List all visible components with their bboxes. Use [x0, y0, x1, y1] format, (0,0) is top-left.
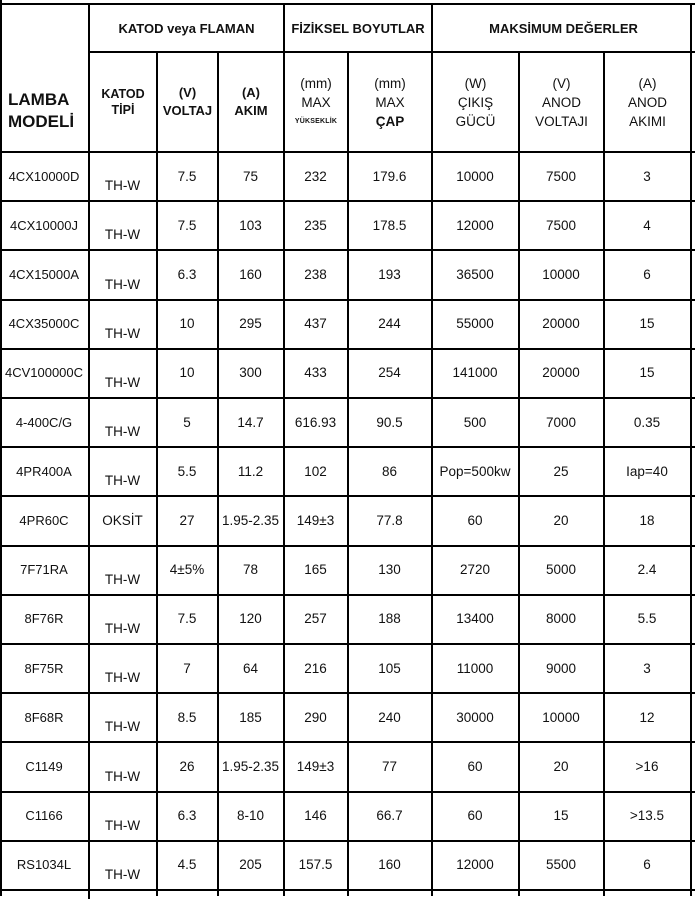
cell-voltage: 27 [179, 512, 195, 528]
cell-diameter: 160 [378, 857, 401, 873]
cell-anode-current: 6 [643, 266, 651, 282]
col-line-power [518, 51, 520, 896]
cell-model: 7F71RA [20, 562, 68, 578]
cell-voltage: 5.5 [177, 463, 197, 479]
cell-anode-voltage: 7000 [545, 414, 577, 430]
cell-power: 12000 [456, 217, 494, 233]
cell-voltage: 6.3 [177, 266, 197, 282]
cell-anode-voltage: 10000 [542, 266, 580, 282]
cell-model: 4CX10000D [8, 168, 80, 184]
cell-power: 60 [467, 808, 483, 824]
cell-type: TH-W [104, 817, 141, 833]
cell-current: 120 [239, 611, 262, 627]
cell-diameter: 86 [381, 463, 398, 479]
cell-power: 13400 [456, 611, 494, 627]
cell-voltage: 8.5 [177, 709, 197, 725]
cell-power: 2720 [459, 562, 491, 578]
cell-anode-voltage: 8000 [545, 611, 577, 627]
cell-height: 149±3 [296, 758, 335, 774]
cell-diameter: 178.5 [372, 217, 407, 233]
header-height: (mm) MAX YÜKSEKLİK [294, 75, 338, 125]
cell-type: TH-W [104, 374, 141, 390]
header-current: (A) AKIM [234, 85, 268, 118]
cell-current: 300 [239, 365, 262, 381]
cell-power: 36500 [456, 266, 494, 282]
cell-model: 8F75R [24, 660, 64, 676]
cell-model: RS1034L [16, 857, 72, 873]
cell-power: 500 [463, 414, 487, 430]
cell-power: 30000 [456, 709, 494, 725]
header-anode-current: (A) ANOD AKIMI [627, 75, 667, 129]
cell-anode-current: 3 [643, 168, 651, 184]
cell-current: 8-10 [236, 808, 265, 824]
cell-voltage: 7.5 [177, 217, 197, 233]
cell-anode-current: 4 [643, 217, 651, 233]
cell-model: 4PR400A [16, 463, 72, 479]
cell-anode-current: 0.35 [633, 414, 661, 430]
col-line-anode-v [603, 51, 605, 896]
cell-anode-voltage: 7500 [545, 217, 577, 233]
col-line-model [88, 3, 90, 899]
cell-model: 8F76R [24, 611, 64, 627]
header-power: (W) ÇIKIŞ GÜCÜ [455, 75, 496, 129]
col-line-height [347, 51, 349, 896]
col-line-diameter [431, 3, 433, 896]
cell-diameter: 193 [378, 266, 401, 282]
cell-height: 232 [304, 168, 327, 184]
cell-type: TH-W [104, 866, 141, 882]
cell-anode-current: 15 [639, 316, 655, 332]
cell-anode-current: >16 [635, 758, 659, 774]
cell-diameter: 240 [378, 709, 401, 725]
cell-height: 238 [304, 266, 327, 282]
cell-power: Pop=500kw [439, 463, 511, 479]
cell-anode-current: 15 [639, 365, 655, 381]
cell-current: 64 [242, 660, 259, 676]
col-line-voltage [217, 51, 219, 896]
cell-voltage: 7 [183, 660, 191, 676]
cell-diameter: 130 [378, 562, 401, 578]
cell-anode-current: 2.4 [637, 562, 657, 578]
cell-height: 216 [304, 660, 327, 676]
header-diameter: (mm) MAX ÇAP [374, 75, 406, 129]
cell-diameter: 66.7 [376, 808, 403, 824]
cell-voltage: 7.5 [177, 611, 197, 627]
cell-anode-current: 6 [643, 857, 651, 873]
cell-voltage: 7.5 [177, 168, 197, 184]
cell-power: 55000 [456, 316, 494, 332]
cell-height: 102 [304, 463, 327, 479]
cell-diameter: 105 [378, 660, 401, 676]
cell-power: 11000 [456, 660, 494, 676]
cell-current: 11.2 [237, 463, 264, 479]
cell-voltage: 4±5% [169, 562, 205, 578]
cell-power: 10000 [456, 168, 494, 184]
cell-height: 290 [304, 709, 327, 725]
cell-diameter: 179.6 [372, 168, 407, 184]
cell-anode-current: Iap=40 [626, 463, 668, 479]
cell-height: 433 [304, 365, 327, 381]
cell-type: TH-W [104, 276, 141, 292]
cell-diameter: 244 [378, 316, 401, 332]
cell-anode-current: 12 [639, 709, 655, 725]
cell-voltage: 10 [179, 365, 195, 381]
cell-current: 1.95-2.35 [221, 758, 280, 774]
cell-height: 235 [304, 217, 327, 233]
cell-type: TH-W [104, 424, 141, 440]
cell-power: 141000 [452, 365, 498, 381]
cell-current: 103 [239, 217, 262, 233]
cell-current: 185 [239, 709, 262, 725]
cell-height: 257 [304, 611, 327, 627]
cell-type: TH-W [104, 571, 141, 587]
cell-anode-voltage: 5500 [545, 857, 577, 873]
cell-height: 437 [304, 316, 327, 332]
cell-type: OKSİT [102, 512, 143, 528]
cell-diameter: 254 [378, 365, 401, 381]
cell-model: C1149 [25, 758, 63, 774]
cell-type: TH-W [104, 768, 141, 784]
cell-height: 157.5 [298, 857, 333, 873]
cell-model: C1166 [25, 808, 63, 824]
cell-anode-voltage: 7500 [545, 168, 577, 184]
cell-model: 4CX35000C [8, 316, 80, 332]
header-anode-voltage: (V) ANOD VOLTAJI [535, 75, 588, 129]
cell-model: 4CX10000J [10, 217, 78, 233]
cell-model: 8F68R [24, 709, 64, 725]
cell-anode-voltage: 15 [553, 808, 569, 824]
header-group-max: MAKSİMUM DEĞERLER [489, 20, 638, 36]
cell-type: TH-W [104, 325, 141, 341]
cell-anode-voltage: 9000 [545, 660, 577, 676]
header-cathode-type: KATOD TİPİ [101, 87, 145, 117]
header-group-physical: FİZİKSEL BOYUTLAR [291, 20, 425, 36]
cell-power: 60 [467, 512, 483, 528]
cell-anode-current: 3 [643, 660, 651, 676]
col-line-type [156, 51, 158, 896]
cell-current: 295 [239, 316, 262, 332]
cell-model: 4CV100000C [4, 365, 84, 381]
cell-anode-current: 5.5 [637, 611, 657, 627]
cell-model: 4PR60C [19, 512, 69, 528]
cell-anode-voltage: 20000 [542, 365, 580, 381]
cell-diameter: 90.5 [376, 414, 403, 430]
cell-voltage: 26 [179, 758, 195, 774]
table-border-left [0, 0, 2, 896]
cell-model: 4CX15000A [8, 266, 80, 282]
table-border-top [0, 3, 695, 5]
cell-diameter: 188 [378, 611, 401, 627]
cell-anode-voltage: 20 [553, 512, 569, 528]
cell-anode-current: 18 [639, 512, 655, 528]
cell-current: 78 [242, 562, 259, 578]
cell-model: 4-400C/G [15, 414, 73, 430]
col-line-anode-a [690, 3, 692, 896]
cell-anode-voltage: 20 [553, 758, 569, 774]
cell-voltage: 5 [183, 414, 191, 430]
cell-type: TH-W [104, 473, 141, 489]
cell-current: 1.95-2.35 [221, 512, 280, 528]
cell-power: 60 [467, 758, 483, 774]
cell-anode-voltage: 20000 [542, 316, 580, 332]
cell-type: TH-W [104, 227, 141, 243]
header-model: LAMBA MODELİ [8, 90, 75, 131]
cell-current: 14.7 [237, 414, 264, 430]
header-voltage: (V) VOLTAJ [162, 85, 213, 118]
col-line-current [283, 3, 285, 896]
cell-voltage: 4.5 [177, 857, 197, 873]
cell-diameter: 77.8 [376, 512, 403, 528]
cell-height: 146 [304, 808, 327, 824]
cell-height: 165 [304, 562, 327, 578]
cell-diameter: 77 [381, 758, 398, 774]
cell-current: 205 [239, 857, 262, 873]
cell-anode-voltage: 5000 [545, 562, 577, 578]
cell-height: 616.93 [294, 414, 337, 430]
cell-anode-current: >13.5 [629, 808, 665, 824]
cell-voltage: 6.3 [177, 808, 197, 824]
cell-power: 12000 [456, 857, 494, 873]
header-group-cathode: KATOD veya FLAMAN [118, 20, 255, 36]
cell-anode-voltage: 25 [553, 463, 569, 479]
cell-voltage: 10 [179, 316, 195, 332]
cell-current: 75 [242, 168, 259, 184]
cell-anode-voltage: 10000 [542, 709, 580, 725]
cell-type: TH-W [104, 670, 141, 686]
cell-height: 149±3 [296, 512, 335, 528]
cell-current: 160 [239, 266, 262, 282]
cell-type: TH-W [104, 620, 141, 636]
cell-type: TH-W [104, 178, 141, 194]
cell-type: TH-W [104, 719, 141, 735]
